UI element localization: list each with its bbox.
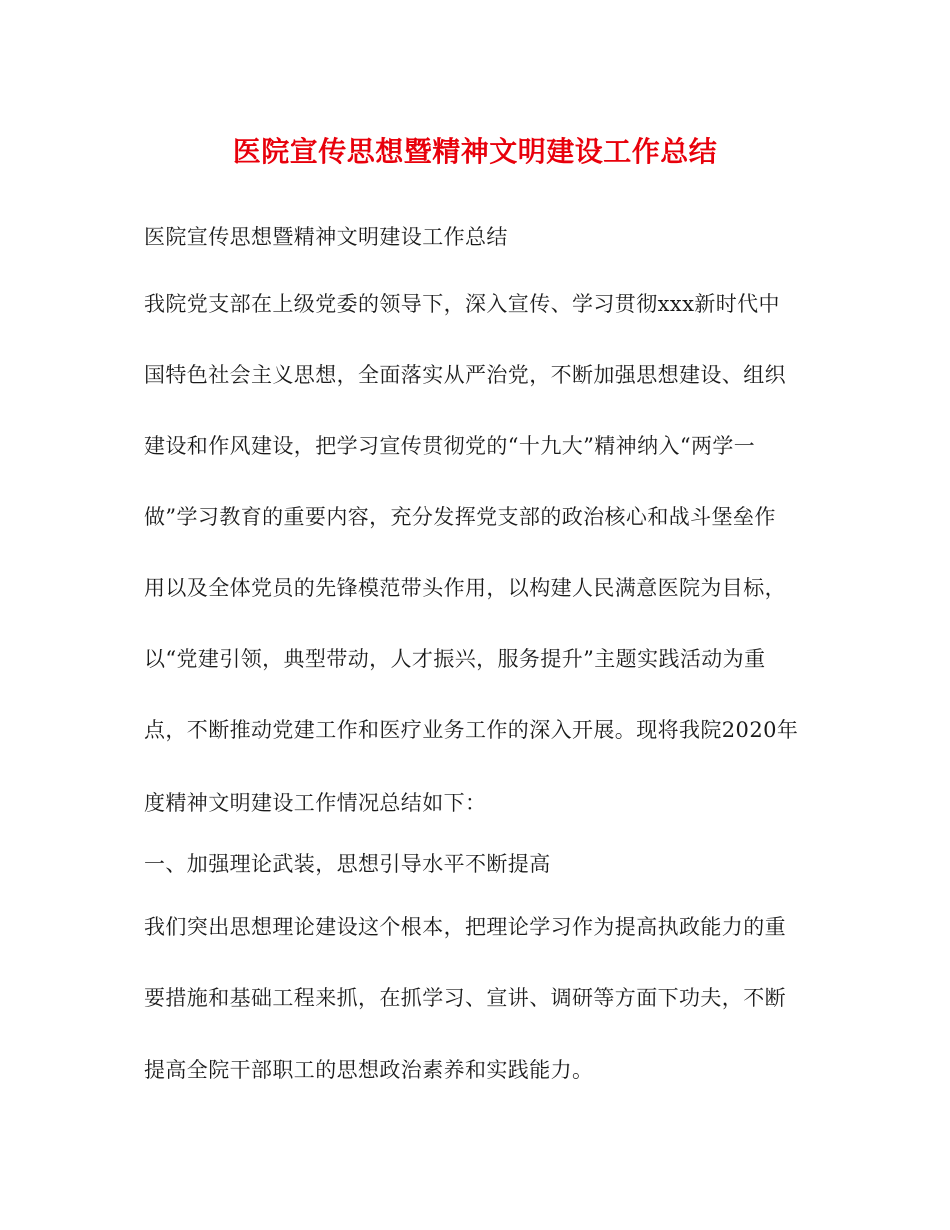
paragraph-line: 要措施和基础工程来抓，在抓学习、宣讲、调研等方面下功夫，不断 [144, 986, 786, 1010]
document-title: 医院宣传思想暨精神文明建设工作总结 [232, 135, 718, 168]
paragraph-line: 点，不断推动党建工作和医疗业务工作的深入开展。现将我院2020年 [144, 718, 799, 742]
section-heading: 一、加强理论武装，思想引导水平不断提高 [144, 852, 551, 876]
paragraph-line: 度精神文明建设工作情况总结如下： [144, 791, 487, 815]
paragraph-line: 用以及全体党员的先锋模范带头作用，以构建人民满意医院为目标， [144, 576, 786, 600]
paragraph-line: 以“党建引领，典型带动，人才振兴，服务提升”主题实践活动为重 [144, 647, 766, 671]
document-subtitle: 医院宣传思想暨精神文明建设工作总结 [144, 225, 508, 249]
paragraph-line: 我们突出思想理论建设这个根本，把理论学习作为提高执政能力的重 [144, 915, 786, 939]
paragraph-line: 我院党支部在上级党委的领导下，深入宣传、学习贯彻xxx新时代中 [144, 292, 780, 316]
paragraph-line: 建设和作风建设，把学习宣传贯彻党的“十九大”精神纳入“两学一 [144, 434, 756, 458]
paragraph-line: 做”学习教育的重要内容，充分发挥党支部的政治核心和战斗堡垒作 [144, 505, 776, 529]
paragraph-line: 提高全院干部职工的思想政治素养和实践能力。 [144, 1058, 594, 1082]
paragraph-line: 国特色社会主义思想，全面落实从严治党，不断加强思想建设、组织 [144, 363, 786, 387]
